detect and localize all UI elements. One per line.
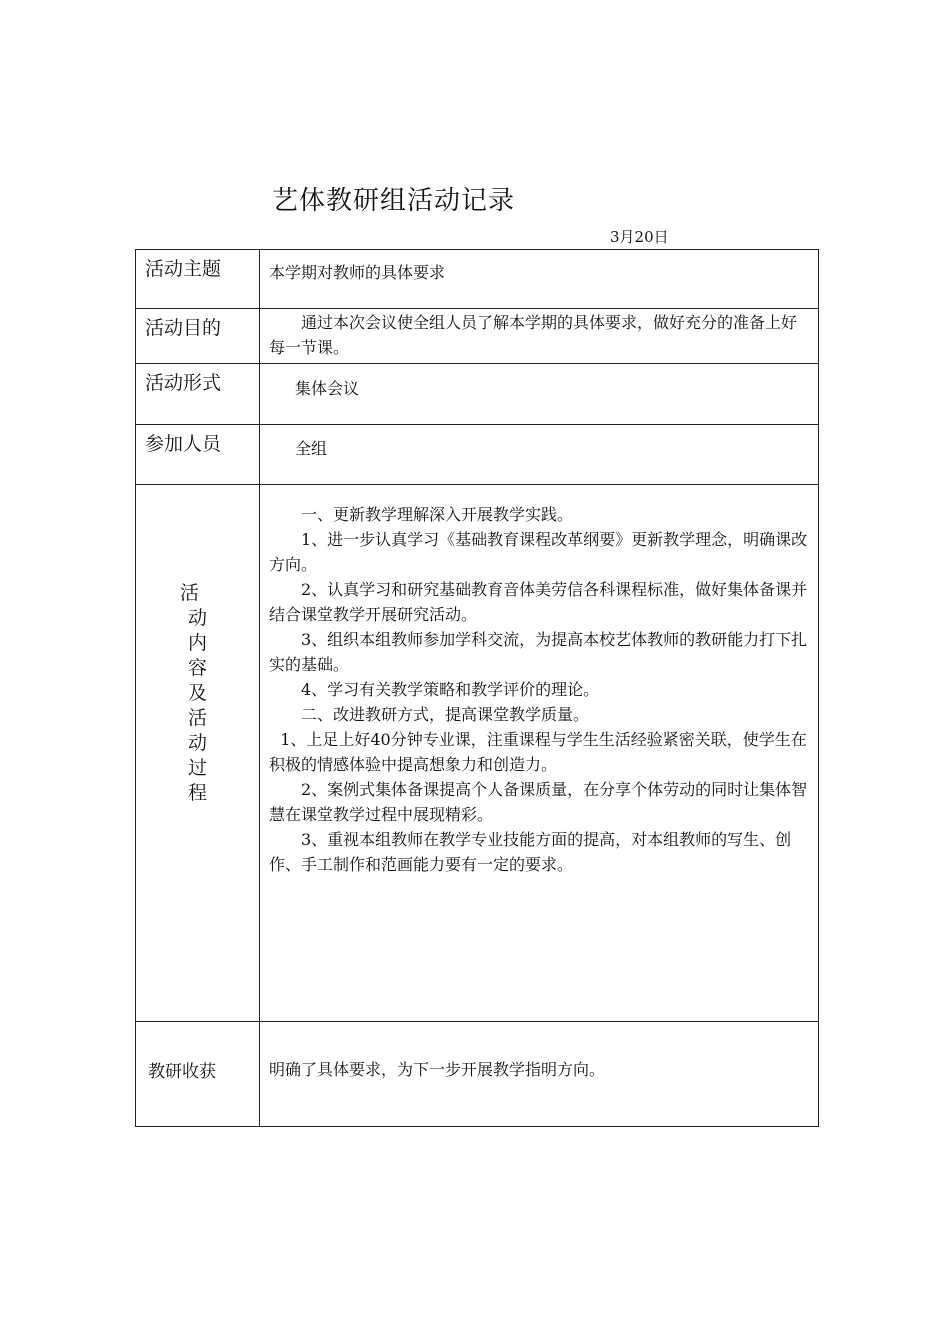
theme-value: 本学期对教师的具体要求 bbox=[260, 250, 819, 309]
content-label-char: 动 bbox=[187, 732, 207, 754]
table-row-theme bbox=[136, 250, 819, 309]
content-label-char: 及 bbox=[187, 682, 207, 704]
form-label: 活动形式 bbox=[136, 364, 260, 425]
content-vertical-label bbox=[136, 485, 259, 806]
table-row-form bbox=[136, 364, 819, 425]
table-row-goal bbox=[136, 309, 819, 364]
table-row-harvest bbox=[136, 1022, 819, 1127]
goal-value: 通过本次会议使全组人员了解本学期的具体要求，做好充分的准备上好每一节课。 bbox=[260, 309, 819, 364]
content-paragraphs bbox=[269, 485, 810, 877]
participants-label: 参加人员 bbox=[136, 425, 260, 485]
content-paragraph: 4、学习有关教学策略和教学评价的理论。 bbox=[301, 680, 600, 699]
form-value: 集体会议 bbox=[260, 364, 819, 425]
content-paragraph: 2、认真学习和研究基础教育音体美劳信各科课程标准，做好集体备课并结合课堂教学开展研究活动。 bbox=[269, 580, 808, 624]
table-row-participants bbox=[136, 425, 819, 485]
content-paragraph: 1、进一步认真学习《基础教育课程改革纲要》更新教学理念，明确课改方向。 bbox=[269, 530, 808, 574]
activity-record-table bbox=[135, 249, 819, 1127]
content-label-char: 程 bbox=[187, 782, 207, 804]
content-paragraph: 一、更新教学理解深入开展教学实践。 bbox=[301, 505, 574, 524]
content-paragraph: 1、上足上好40分钟专业课，注重课程与学生生活经验紧密关联，使学生在积极的情感体验中提高想象力和创造力。 bbox=[269, 730, 807, 774]
record-date: 3月20日 bbox=[610, 228, 669, 246]
content-label-char: 容 bbox=[187, 657, 207, 679]
content-label-char: 内 bbox=[187, 632, 207, 654]
content-label-char: 活 bbox=[179, 582, 199, 604]
content-value-cell bbox=[260, 485, 819, 1022]
content-paragraph: 二、改进教研方式，提高课堂教学质量。 bbox=[301, 705, 590, 724]
document-title: 艺体教研组活动记录 bbox=[272, 186, 516, 216]
harvest-label: 教研收获 bbox=[136, 1022, 260, 1127]
content-label-char: 过 bbox=[187, 757, 207, 779]
theme-label: 活动主题 bbox=[136, 250, 260, 309]
content-label-char: 动 bbox=[187, 607, 207, 629]
table-row-content bbox=[136, 485, 819, 1022]
goal-label: 活动目的 bbox=[136, 309, 260, 364]
content-label-char: 活 bbox=[187, 707, 207, 729]
content-paragraph: 2、案例式集体备课提高个人备课质量，在分享个体劳动的同时让集体智慧在课堂教学过程中展现精彩。 bbox=[269, 780, 808, 824]
harvest-value: 明确了具体要求，为下一步开展教学指明方向。 bbox=[260, 1022, 819, 1127]
content-label-cell bbox=[136, 485, 260, 1022]
content-paragraph: 3、组织本组教师参加学科交流，为提高本校艺体教师的教研能力打下扎实的基础。 bbox=[269, 630, 808, 674]
content-paragraph: 3、重视本组教师在教学专业技能方面的提高，对本组教师的写生、创作、手工制作和范画能力要有一定的要求。 bbox=[269, 830, 792, 874]
participants-value: 全组 bbox=[260, 425, 819, 485]
